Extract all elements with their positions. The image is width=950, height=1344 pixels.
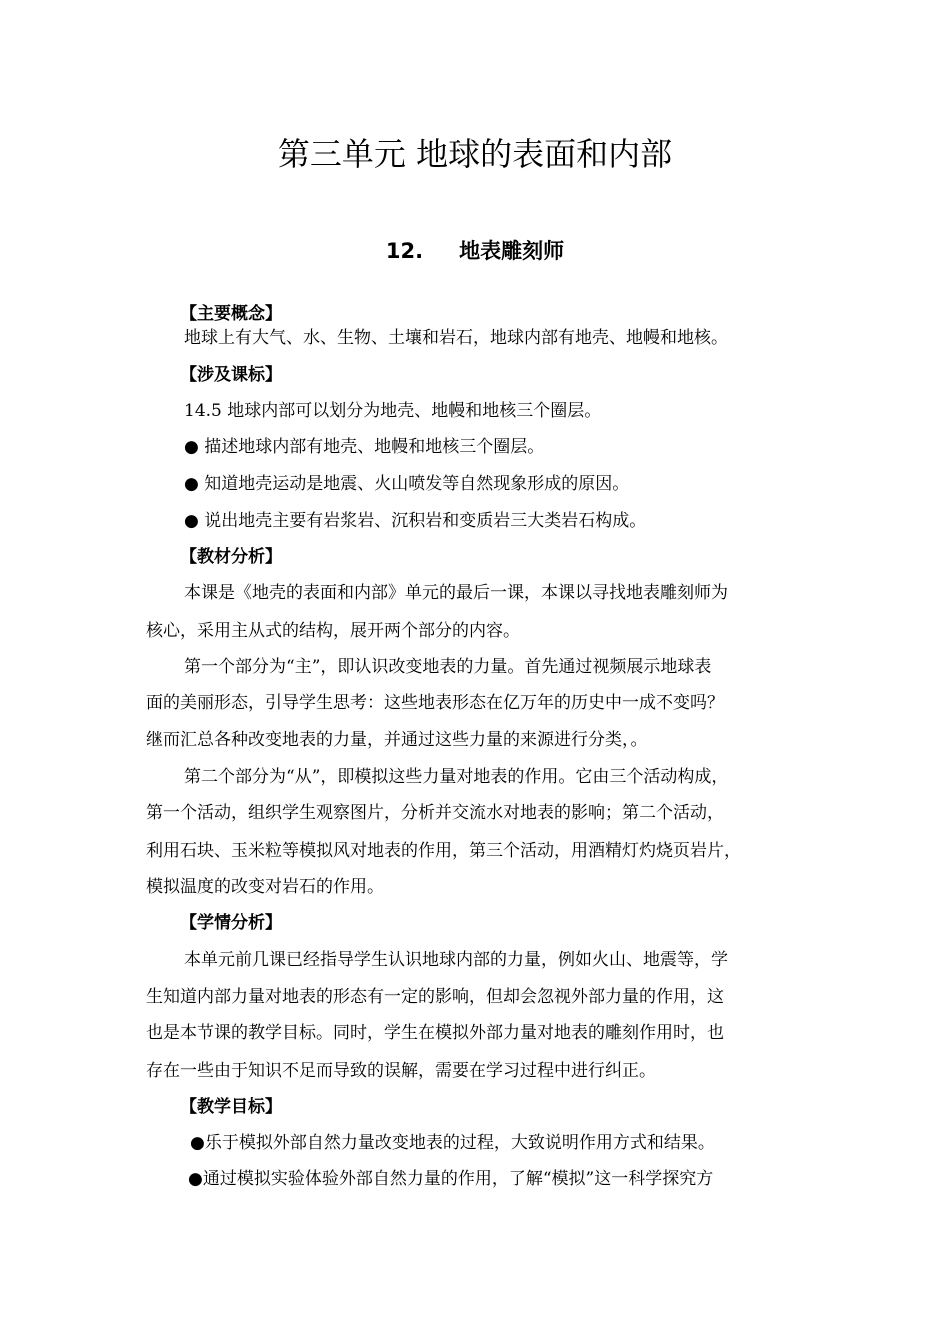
section-heading-textbook-analysis: 【教材分析】 [180,547,282,567]
lesson-number: 12. [385,239,424,263]
paragraph-line: 核心，采用主从式的结构，展开两个部分的内容。 [146,621,520,641]
lesson-name: 地表雕刻师 [459,239,565,263]
standards-bullet: ● 知道地壳运动是地震、火山喷发等自然现象形成的原因。 [184,474,630,494]
paragraph-line: 利用石块、玉米粒等模拟风对地表的作用，第三个活动，用酒精灯灼烧页岩片， [146,841,741,861]
objective-bullet: ●通过模拟实验体验外部自然力量的作用，了解“模拟”这一科学探究方 [188,1169,714,1189]
objective-bullet: ●乐于模拟外部自然力量改变地表的过程，大致说明作用方式和结果。 [190,1133,715,1153]
standards-line: 14.5 地球内部可以划分为地壳、地幔和地核三个圈层。 [184,401,602,421]
paragraph-line: 生知道内部力量对地表的形态有一定的影响，但却会忽视外部力量的作用，这 [146,987,724,1007]
paragraph-line: 本单元前几课已经指导学生认识地球内部的力量，例如火山、地震等，学 [184,950,728,970]
paragraph-line: 第一个活动，组织学生观察图片，分析并交流水对地表的影响；第二个活动， [146,803,724,823]
paragraph-line: 第二个部分为“从”，即模拟这些力量对地表的作用。它由三个活动构成， [184,767,729,787]
paragraph-line: 存在一些由于知识不足而导致的误解，需要在学习过程中进行纠正。 [146,1061,656,1081]
paragraph-line: 本课是《地壳的表面和内部》单元的最后一课，本课以寻找地表雕刻师为 [184,583,728,603]
section-heading-main-concept: 【主要概念】 [180,304,282,324]
lesson-title [0,235,950,267]
main-concept-text: 地球上有大气、水、生物、土壤和岩石，地球内部有地壳、地幔和地核。 [184,328,728,348]
paragraph-line: 模拟温度的改变对岩石的作用。 [146,877,384,897]
unit-title: 第三单元 地球的表面和内部 [277,135,673,173]
standards-bullet: ● 描述地球内部有地壳、地幔和地核三个圈层。 [184,437,545,457]
paragraph-line: 面的美丽形态，引导学生思考：这些地表形态在亿万年的历史中一成不变吗？ [146,693,724,713]
paragraph-line: 也是本节课的教学目标。同时，学生在模拟外部力量对地表的雕刻作用时，也 [146,1023,724,1043]
section-heading-student-analysis: 【学情分析】 [180,913,282,933]
paragraph-line: 第一个部分为“主”，即认识改变地表的力量。首先通过视频展示地球表 [184,657,712,677]
paragraph-line: 继而汇总各种改变地表的力量，并通过这些力量的来源进行分类，。 [146,730,648,750]
section-heading-objectives: 【教学目标】 [180,1097,282,1117]
standards-bullet: ● 说出地壳主要有岩浆岩、沉积岩和变质岩三大类岩石构成。 [184,511,647,531]
section-heading-standards: 【涉及课标】 [180,365,282,385]
